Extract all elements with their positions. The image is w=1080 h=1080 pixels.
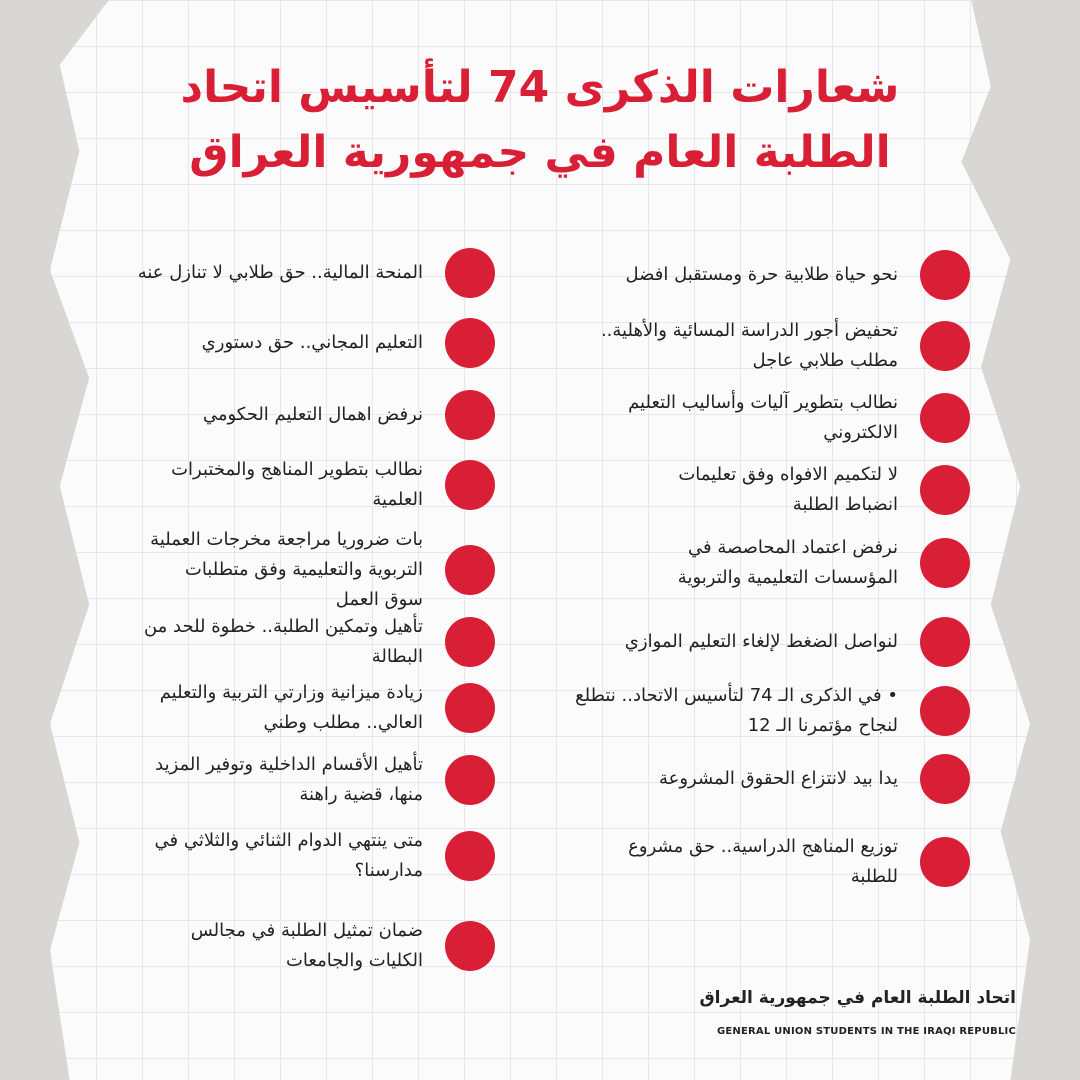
slogan-item bbox=[75, 826, 495, 886]
slogan-text: ضمان تمثيل الطلبة في مجالس الكليات والجامعات bbox=[190, 920, 423, 971]
slogan-item bbox=[550, 754, 970, 804]
bullet-dot-icon bbox=[920, 250, 970, 300]
footer-arabic-name: اتحاد الطلبة العام في جمهورية العراق bbox=[699, 988, 1016, 1008]
footer-english-name: GENERAL UNION STUDENTS IN THE IRAQI REPUBLIC bbox=[716, 1026, 1016, 1037]
slogan-item bbox=[550, 832, 970, 892]
slogan-text: نطالب بتطوير المناهج والمختبرات العلمية bbox=[171, 459, 423, 510]
slogan-item bbox=[75, 750, 495, 810]
slogan-text: • في الذكرى الـ 74 لتأسيس الاتحاد.. نتطلع لنجاح مؤتمرنا الـ 12 bbox=[575, 685, 898, 736]
bullet-dot-icon bbox=[445, 545, 495, 595]
bullet-dot-icon bbox=[445, 831, 495, 881]
page-title bbox=[150, 62, 930, 192]
title-line-1: شعارات الذكرى 74 لتأسيس اتحاد bbox=[180, 62, 900, 113]
slogan-item bbox=[75, 390, 495, 440]
bullet-dot-icon bbox=[445, 683, 495, 733]
slogan-text: بات ضروريا مراجعة مخرجات العملية التربوية والتعليمية وفق متطلبات سوق العمل bbox=[150, 529, 423, 610]
slogan-text: لا لتكميم الافواه وفق تعليمات انضباط الطلبة bbox=[678, 464, 898, 515]
bullet-dot-icon bbox=[445, 755, 495, 805]
slogan-text: نحو حياة طلابية حرة ومستقبل افضل bbox=[625, 264, 898, 285]
bullet-dot-icon bbox=[920, 686, 970, 736]
bullet-dot-icon bbox=[920, 837, 970, 887]
slogan-item bbox=[75, 318, 495, 368]
slogan-item bbox=[75, 916, 495, 976]
slogan-item bbox=[550, 460, 970, 520]
slogan-text: تأهيل وتمكين الطلبة.. خطوة للحد من البطالة bbox=[143, 616, 423, 667]
slogan-item bbox=[550, 533, 970, 593]
bullet-dot-icon bbox=[920, 465, 970, 515]
slogan-item bbox=[75, 678, 495, 738]
slogan-text: تأهيل الأقسام الداخلية وتوفير المزيد منها، قضية راهنة bbox=[155, 754, 423, 805]
bullet-dot-icon bbox=[920, 321, 970, 371]
bullet-dot-icon bbox=[920, 617, 970, 667]
bullet-dot-icon bbox=[445, 248, 495, 298]
slogan-item bbox=[75, 525, 495, 615]
slogan-text: المنحة المالية.. حق طلابي لا تنازل عنه bbox=[137, 262, 423, 283]
slogan-item bbox=[550, 681, 970, 741]
slogan-item bbox=[550, 617, 970, 667]
slogan-text: متى ينتهي الدوام الثنائي والثلاثي في مدارسنا؟ bbox=[154, 830, 423, 881]
slogan-item bbox=[75, 612, 495, 672]
slogan-text: التعليم المجاني.. حق دستوري bbox=[201, 332, 423, 353]
slogan-text: زيادة ميزانية وزارتي التربية والتعليم العالي.. مطلب وطني bbox=[159, 682, 423, 733]
slogan-text: لنواصل الضغط لإلغاء التعليم الموازي bbox=[624, 631, 898, 652]
bullet-dot-icon bbox=[920, 754, 970, 804]
bullet-dot-icon bbox=[920, 393, 970, 443]
slogan-text: نطالب بتطوير آليات وأساليب التعليم الالكتروني bbox=[628, 392, 898, 443]
bullet-dot-icon bbox=[445, 460, 495, 510]
slogan-item bbox=[75, 455, 495, 515]
bullet-dot-icon bbox=[445, 390, 495, 440]
bullet-dot-icon bbox=[445, 318, 495, 368]
slogan-text: يدا بيد لانتزاع الحقوق المشروعة bbox=[658, 768, 898, 789]
bullet-dot-icon bbox=[445, 617, 495, 667]
slogan-item bbox=[550, 250, 970, 300]
slogan-item bbox=[75, 248, 495, 298]
bullet-dot-icon bbox=[920, 538, 970, 588]
slogan-text: نرفض اهمال التعليم الحكومي bbox=[202, 404, 423, 425]
slogan-text: نرفض اعتماد المحاصصة في المؤسسات التعليمية والتربوية bbox=[677, 537, 898, 588]
title-line-2: الطلبة العام في جمهورية العراق bbox=[189, 126, 891, 178]
slogan-item bbox=[550, 316, 970, 376]
slogan-item bbox=[550, 388, 970, 448]
slogan-text: تحفيض أجور الدراسة المسائية والأهلية.. مطلب طلابي عاجل bbox=[600, 320, 898, 371]
bullet-dot-icon bbox=[445, 921, 495, 971]
slogan-text: توزيع المناهج الدراسية.. حق مشروع للطلبة bbox=[628, 836, 898, 887]
